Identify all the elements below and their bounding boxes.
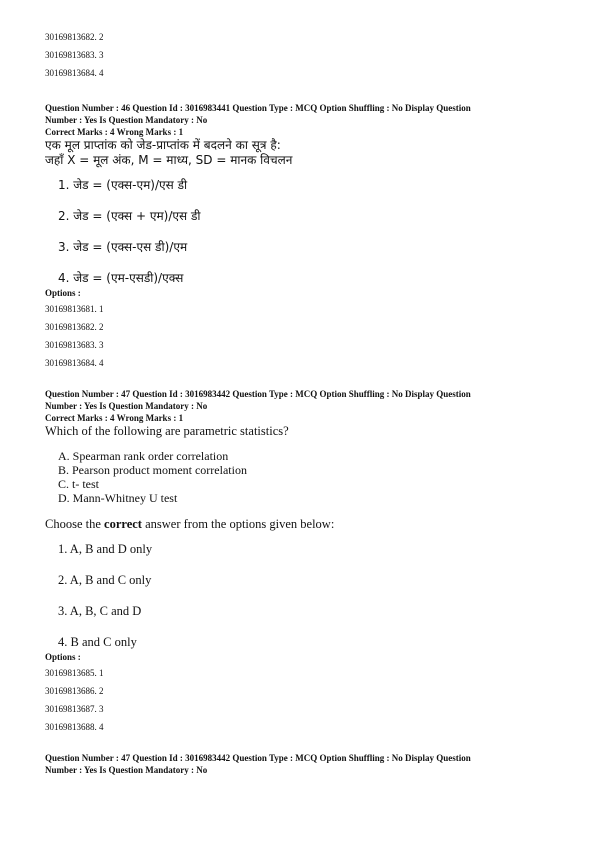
question-marks: Correct Marks : 4 Wrong Marks : 1 <box>45 413 184 423</box>
question-47-repeat <box>45 752 565 776</box>
instruction-post: answer from the options given below: <box>141 517 335 531</box>
statement-item: B. Pearson product moment correlation <box>58 463 247 477</box>
answer-choice: 2. A, B and C only <box>58 573 152 587</box>
question-header-cont: Number : Yes Is Question Mandatory : No <box>45 401 208 411</box>
question-text: एक मूल प्राप्तांक को जेड-प्राप्तांक में बदलने का सूत्र है: <box>45 138 281 152</box>
statement-list <box>45 449 565 505</box>
question-header: Question Number : 47 Question Id : 3016983442 Question Type : MCQ Option Shuffling : No Display Question <box>45 753 471 763</box>
statement-item: D. Mann-Whitney U test <box>58 491 178 505</box>
answer-choice: 4. B and C only <box>58 635 137 649</box>
answer-choice: 4. जेड = (एम-एसडी)/एक्स <box>58 271 184 285</box>
question-46 <box>45 102 565 372</box>
answer-choices <box>45 542 565 650</box>
options-list <box>45 664 565 736</box>
option-code: 30169813685. 1 <box>45 668 104 678</box>
answer-choices <box>45 178 565 286</box>
statement-item: A. Spearman rank order correlation <box>58 449 229 463</box>
option-code: 30169813682. 2 <box>45 32 104 42</box>
question-text-cont: जहाँ X = मूल अंक, M = माध्य, SD = मानक विचलन <box>45 153 293 167</box>
instruction-text <box>45 517 565 532</box>
options-list <box>45 300 565 372</box>
question-header: Question Number : 47 Question Id : 3016983442 Question Type : MCQ Option Shuffling : No Display Question <box>45 389 471 399</box>
question-marks: Correct Marks : 4 Wrong Marks : 1 <box>45 127 184 137</box>
question-header-cont: Number : Yes Is Question Mandatory : No <box>45 115 208 125</box>
option-code: 30169813681. 1 <box>45 304 104 314</box>
answer-choice: 1. A, B and D only <box>58 542 153 556</box>
option-code: 30169813686. 2 <box>45 686 104 696</box>
option-code: 30169813683. 3 <box>45 340 104 350</box>
option-code: 30169813688. 4 <box>45 722 104 732</box>
document-page <box>45 28 565 776</box>
answer-choice: 3. जेड = (एक्स-एस डी)/एम <box>58 240 188 254</box>
question-header-cont: Number : Yes Is Question Mandatory : No <box>45 765 208 775</box>
question-text: Which of the following are parametric statistics? <box>45 424 289 438</box>
option-code: 30169813682. 2 <box>45 322 104 332</box>
statement-item: C. t- test <box>58 477 99 491</box>
previous-options-list <box>45 28 565 82</box>
question-47 <box>45 388 565 736</box>
option-code: 30169813687. 3 <box>45 704 104 714</box>
options-label: Options : <box>45 652 81 662</box>
option-code: 30169813684. 4 <box>45 358 104 368</box>
instruction-emphasis: correct <box>104 517 142 531</box>
option-code: 30169813684. 4 <box>45 68 104 78</box>
answer-choice: 3. A, B, C and D <box>58 604 142 618</box>
question-header: Question Number : 46 Question Id : 3016983441 Question Type : MCQ Option Shuffling : No Display Question <box>45 103 471 113</box>
options-label: Options : <box>45 288 81 298</box>
instruction-pre: Choose the <box>45 517 105 531</box>
answer-choice: 2. जेड = (एक्स + एम)/एस डी <box>58 209 201 223</box>
answer-choice: 1. जेड = (एक्स-एम)/एस डी <box>58 178 188 192</box>
option-code: 30169813683. 3 <box>45 50 104 60</box>
